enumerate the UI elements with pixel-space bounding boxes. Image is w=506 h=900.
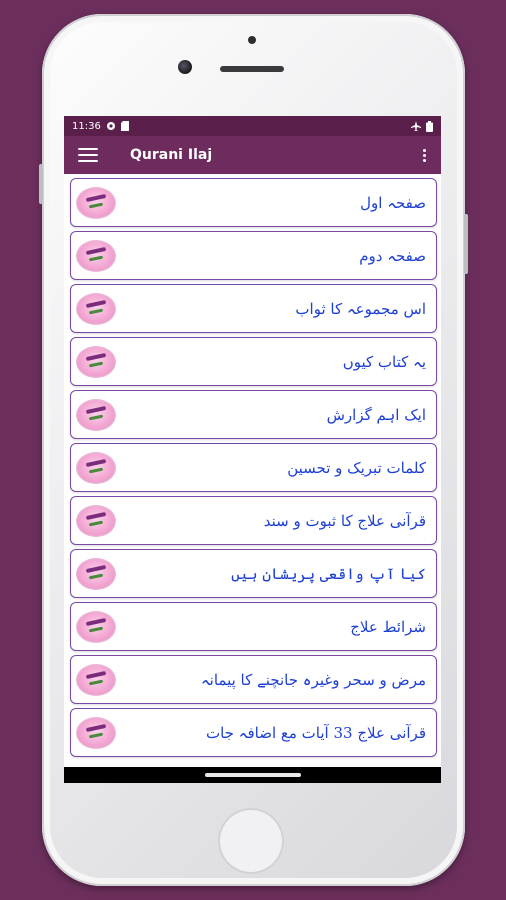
list-item-label: صفحہ اول	[360, 193, 426, 212]
list-item[interactable]	[70, 231, 437, 280]
list-item-label: مرض و سحر وغیرہ جانچنے کا پیمانہ	[200, 670, 426, 689]
book-logo-icon	[77, 665, 115, 695]
list-item-label: قرآنی علاج 33 آیات مع اضافہ جات	[205, 723, 426, 742]
sd-card-icon	[121, 121, 129, 131]
volume-button	[39, 164, 43, 204]
book-logo-icon	[77, 506, 115, 536]
book-logo-icon	[77, 400, 115, 430]
list-item-label: اس مجموعہ کا ثواب	[295, 299, 426, 318]
list-item-label: صفحہ دوم	[359, 246, 426, 265]
home-button[interactable]	[218, 808, 284, 874]
app-bar	[64, 136, 441, 174]
book-logo-icon	[77, 188, 115, 218]
list-item[interactable]	[70, 284, 437, 333]
power-button	[464, 214, 468, 274]
book-logo-icon	[77, 294, 115, 324]
status-time: 11:36	[72, 120, 101, 132]
list-item-label: یہ کتاب کیوں	[342, 352, 426, 371]
proximity-sensor	[248, 36, 256, 44]
list-item-label: ایک اہم گزارش	[326, 405, 426, 424]
chapter-list	[64, 174, 441, 767]
status-bar	[64, 116, 441, 136]
list-item[interactable]	[70, 602, 437, 651]
earpiece-speaker	[220, 66, 284, 72]
list-item[interactable]	[70, 655, 437, 704]
list-item[interactable]	[70, 390, 437, 439]
hamburger-menu-icon[interactable]	[78, 148, 98, 162]
device-screen	[64, 116, 441, 783]
front-camera-icon	[178, 60, 192, 74]
book-logo-icon	[77, 453, 115, 483]
settings-gear-icon	[106, 121, 116, 131]
airplane-icon	[411, 121, 421, 131]
book-logo-icon	[77, 612, 115, 642]
book-logo-icon	[77, 241, 115, 271]
list-item[interactable]	[70, 708, 437, 757]
app-title: Qurani Ilaj	[130, 147, 213, 163]
book-logo-icon	[77, 559, 115, 589]
list-item-label: قرآنی علاج کا ثبوت و سند	[263, 511, 426, 530]
battery-icon	[426, 121, 433, 132]
system-nav-bar	[64, 767, 441, 783]
list-item-label: شرائط علاج	[350, 617, 426, 636]
list-item[interactable]	[70, 549, 437, 598]
list-item[interactable]	[70, 443, 437, 492]
list-item[interactable]	[70, 337, 437, 386]
home-gesture-pill[interactable]	[205, 773, 301, 777]
list-item[interactable]	[70, 178, 437, 227]
book-logo-icon	[77, 718, 115, 748]
list-item-label: کلمات تبریک و تحسین	[287, 458, 426, 477]
list-item[interactable]	[70, 496, 437, 545]
book-logo-icon	[77, 347, 115, 377]
list-item-label: کیا آپ واقعی پریشان ہیں	[231, 564, 426, 583]
more-vert-icon[interactable]	[417, 149, 431, 162]
